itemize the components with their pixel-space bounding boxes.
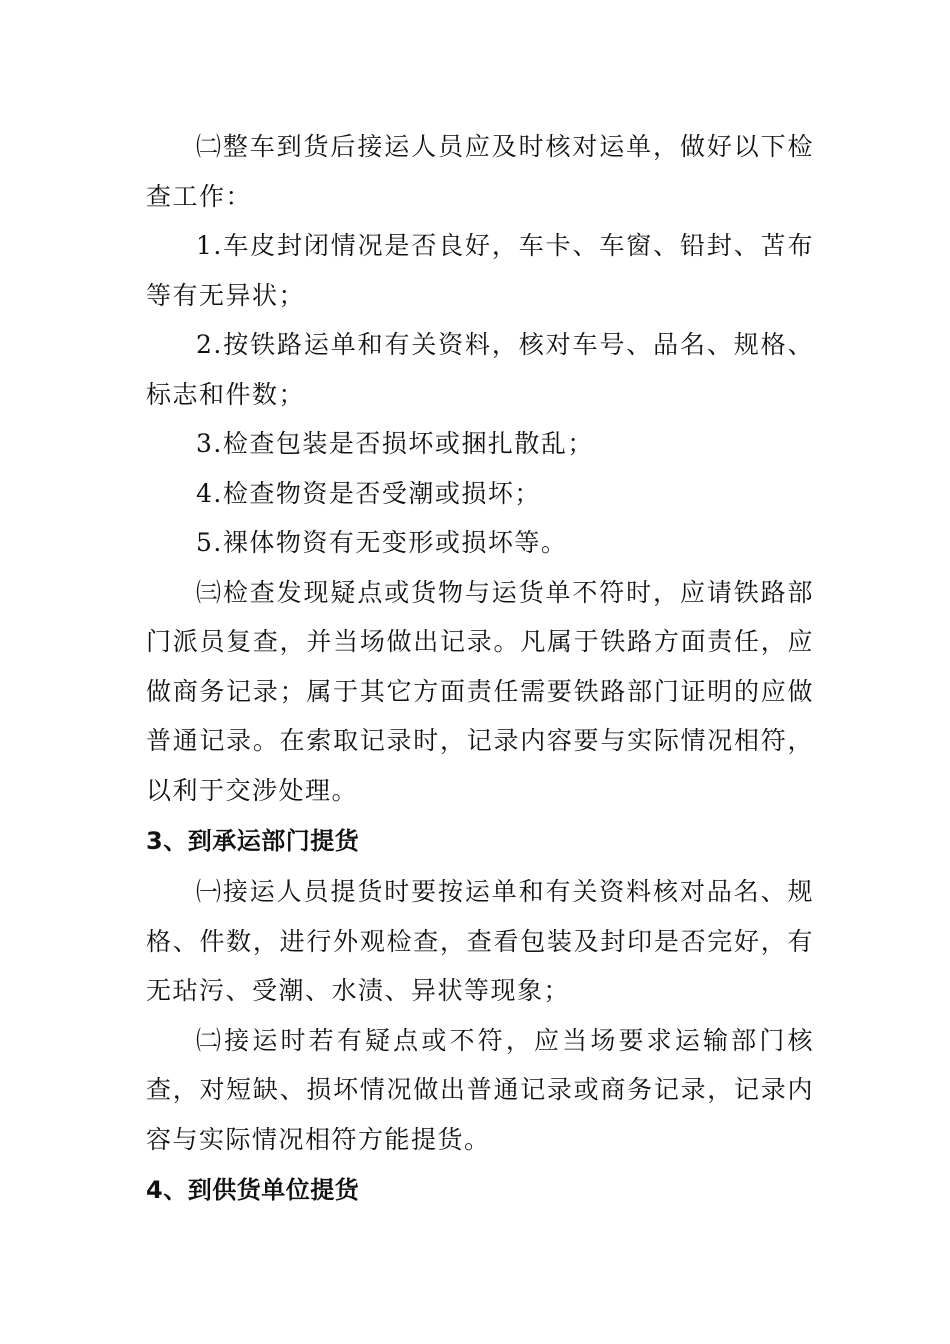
paragraph-discrepancy-record: ㈢检查发现疑点或货物与运货单不符时，应请铁路部门派员复查，并当场做出记录。凡属于铁路方面责任，应做商务记录；属于其它方面责任需要铁路部门证明的应做普通记录。在索取记录时，记录内容要与实际情况相符，以利于交涉处理。 [146,577,814,805]
section-heading-supplier-pickup: 4、到供货单位提货 [146,1176,360,1204]
list-item-bare-goods-check: 5.裸体物资有无变形或损坏等。 [196,528,568,557]
list-item-packaging-check: 3.检查包装是否损坏或捆扎散乱； [196,429,594,458]
list-item-verify-waybill: 2.按铁路运单和有关资料，核对车号、品名、规格、标志和件数； [146,330,814,409]
paragraph-whole-car-arrival-check: ㈡整车到货后接运人员应及时核对运单，做好以下检查工作： [146,132,814,211]
list-item-car-seal-check: 1.车皮封闭情况是否良好，车卡、车窗、铅封、苫布等有无异状； [146,231,814,310]
paragraph-carrier-pickup-verify: ㈠接运人员提货时要按运单和有关资料核对品名、规格、件数，进行外观检查，查看包装及封印是否完好，有无玷污、受潮、水渍、异状等现象； [146,877,814,1005]
list-item-moisture-check: 4.检查物资是否受潮或损坏； [196,478,541,508]
paragraph-carrier-pickup-dispute: ㈡接运时若有疑点或不符，应当场要求运输部门核查，对短缺、损坏情况做出普通记录或商务记录，记录内容与实际情况相符方能提货。 [146,1025,814,1154]
document-body [146,122,814,1216]
section-heading-carrier-pickup: 3、到承运部门提货 [146,827,360,855]
